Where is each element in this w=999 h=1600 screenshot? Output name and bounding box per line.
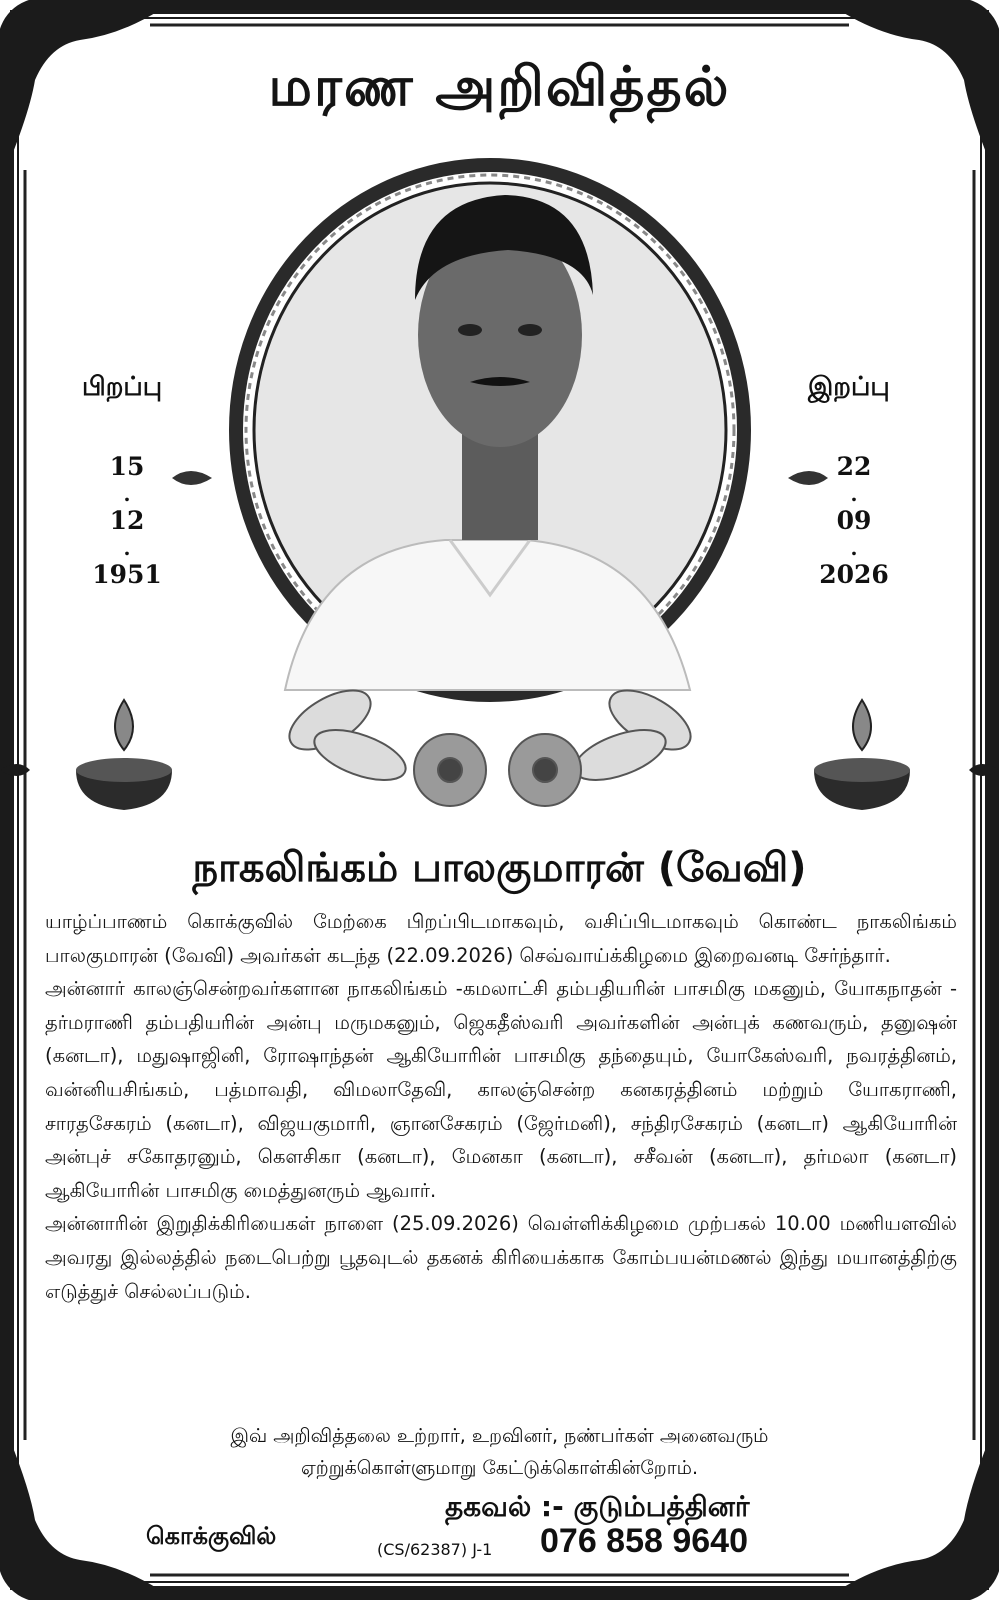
notice-body — [45, 905, 957, 1308]
birth-date — [72, 453, 182, 589]
death-date — [799, 453, 909, 589]
death-year: 2026 — [819, 560, 889, 589]
closing-request — [0, 1420, 999, 1484]
death-label: இறப்பு — [808, 372, 890, 402]
death-day: 22 — [836, 452, 872, 481]
paragraph-announcement: யாழ்ப்பாணம் கொக்குவில் மேற்கை பிறப்பிடமாகவும், வசிப்பிடமாகவும் கொண்ட நாகலிங்கம் பாலகுமாரன் (வேவி) அவர்கள் கடந்த (22.09.2026) செவ்வாய்க்கிழமை இறைவனடி சேர்ந்தார். — [45, 910, 957, 967]
closing-line: ஏற்றுக்கொள்ளுமாறு கேட்டுக்கொள்கின்றோம். — [301, 1457, 698, 1479]
birth-label: பிறப்பு — [82, 372, 163, 402]
date-separator: . — [850, 482, 858, 506]
notice-title: மரண அறிவித்தல் — [268, 55, 731, 118]
date-separator: . — [123, 536, 131, 560]
birth-day: 15 — [109, 452, 145, 481]
death-month: 09 — [836, 506, 872, 535]
date-separator: . — [850, 536, 858, 560]
closing-line: இவ் அறிவித்தலை உற்றார், உறவினர், நண்பர்கள் அனைவரும் — [230, 1425, 769, 1447]
paragraph-relatives: அன்னார் காலஞ்சென்றவர்களான நாகலிங்கம் -கமலாட்சி தம்பதியரின் பாசமிகு மகனும், யோகநாதன் - தர்மராணி தம்பதியரின் அன்பு மருமகனும், ஜெகதீஸ்வரி அவர்களின் அன்புக் கணவரும், தனுஷன் (கனடா), மதுஷாஜினி, ரோஷாந்தன் ஆகியோரின் பாசமிகு தந்தையும், யோகேஸ்வரி, நவரத்தினம், வன்னியசிங்கம், பத்மாவதி, விமலாதேவி, காலஞ்சென்ற கனகரத்தினம் மற்றும் யோகராணி, சாரதசேகரம் (கனடா), விஜயகுமாரி, ஞானசேகரம் (ஜேர்மனி), சந்திரசேகரம் (கனடா) ஆகியோரின் அன்புச் சகோதரனும், கௌசிகா (கனடா), மேனகா (கனடா), சசீவன் (கனடா), தர்மலா (கனடா) ஆகியோரின் பாசமிகு மைத்துனரும் ஆவார். — [45, 977, 957, 1202]
reference-code: (CS/62387) J-1 — [377, 1540, 493, 1559]
paragraph-funeral: அன்னாரின் இறுதிக்கிரியைகள் நாளை (25.09.2026) வெள்ளிக்கிழமை முற்பகல் 10.00 மணியளவில் அவரது இல்லத்தில் நடைபெற்று பூதவுடல் தகனக் கிரியைக்காக கோம்பயன்மணல் இந்து மயானத்திற்கு எடுத்துச் செல்லப்படும். — [45, 1212, 957, 1303]
deceased-name: நாகலிங்கம் பாலகுமாரன் (வேவி) — [192, 845, 807, 891]
info-family: தகவல் :- குடும்பத்தினர் — [445, 1490, 750, 1523]
birth-month: 12 — [109, 506, 145, 535]
date-separator: . — [123, 482, 131, 506]
birth-year: 1951 — [92, 560, 162, 589]
contact-phone: 076 858 9640 — [540, 1522, 748, 1560]
village-name: கொக்குவில் — [146, 1522, 277, 1550]
